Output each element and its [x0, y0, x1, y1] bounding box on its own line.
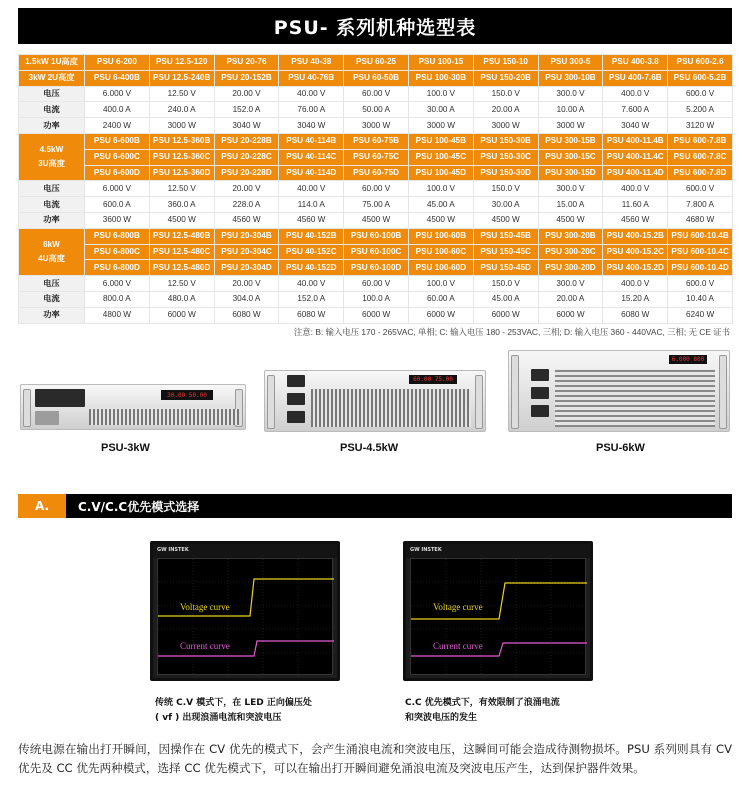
spec-value: 6.000 V — [85, 86, 150, 102]
spec-value: 10.00 A — [538, 102, 603, 118]
model-cell: PSU 60-100D — [344, 260, 409, 276]
voltage-curve-label: Voltage curve — [433, 602, 483, 612]
category-line: 4.5kW — [39, 145, 64, 155]
model-cell: PSU 40-114D — [279, 165, 344, 181]
model-cell: PSU 12.5-360C — [149, 149, 214, 165]
spec-value: 6000 W — [473, 307, 538, 323]
model-cell: PSU 600-7.8D — [668, 165, 733, 181]
model-cell: PSU 20-228B — [214, 133, 279, 149]
waveform-cc — [411, 559, 587, 676]
model-cell: PSU 20-304B — [214, 228, 279, 244]
spec-value: 50.00 A — [344, 102, 409, 118]
model-cell: PSU 400-15.2B — [603, 228, 668, 244]
spec-value: 7.800 A — [668, 197, 733, 213]
spec-value: 150.0 V — [473, 181, 538, 197]
spec-value: 45.00 A — [408, 197, 473, 213]
spec-value: 6.000 V — [85, 181, 150, 197]
model-cell: PSU 6-800C — [85, 244, 150, 260]
spec-value: 400.0 V — [603, 181, 668, 197]
scope-brand: GW INSTEK — [157, 547, 189, 553]
spec-row — [19, 102, 733, 118]
model-cell: PSU 20-304D — [214, 260, 279, 276]
spec-value: 12.50 V — [149, 276, 214, 292]
page-title — [18, 8, 732, 44]
model-cell: PSU 60-75C — [344, 149, 409, 165]
spec-value: 20.00 V — [214, 276, 279, 292]
spec-value: 6080 W — [279, 307, 344, 323]
spec-value: 152.0 A — [279, 291, 344, 307]
model-cell: PSU 12.5-480D — [149, 260, 214, 276]
spec-value: 60.00 A — [408, 291, 473, 307]
model-cell: PSU 400-11.4D — [603, 165, 668, 181]
spec-row — [19, 212, 733, 228]
spec-value: 4500 W — [408, 212, 473, 228]
psu-4.5kw-image: 60.00 75.00 — [264, 370, 486, 432]
model-cell: PSU 600-10.4C — [668, 244, 733, 260]
model-row — [19, 70, 733, 86]
spec-value: 45.00 A — [473, 291, 538, 307]
spec-value: 4500 W — [473, 212, 538, 228]
spec-value: 3000 W — [149, 118, 214, 134]
model-cell: PSU 40-114C — [279, 149, 344, 165]
spec-value: 4560 W — [214, 212, 279, 228]
model-cell: PSU 40-152D — [279, 260, 344, 276]
spec-value: 6.000 V — [85, 276, 150, 292]
scope-caption-cc: C.C 优先模式下，有效限制了浪涌电流 和突波电压的发生 — [405, 698, 560, 723]
model-row — [19, 55, 733, 71]
spec-value: 60.00 V — [344, 86, 409, 102]
model-cell: PSU 20-76 — [214, 55, 279, 71]
model-cell: PSU 150-10 — [473, 55, 538, 71]
spec-row — [19, 291, 733, 307]
spec-value: 3000 W — [408, 118, 473, 134]
section-title: C.V/C.C优先模式选择 — [78, 499, 200, 514]
spec-value: 15.20 A — [603, 291, 668, 307]
model-cell: PSU 12.5-480B — [149, 228, 214, 244]
spec-value: 7.600 A — [603, 102, 668, 118]
model-cell: PSU 600-7.8C — [668, 149, 733, 165]
model-cell: PSU 100-60D — [408, 260, 473, 276]
spec-value: 60.00 V — [344, 276, 409, 292]
model-cell: PSU 6-200 — [85, 55, 150, 71]
spec-value: 600.0 V — [668, 86, 733, 102]
psu-3kw-image: 30.00 50.00 — [20, 384, 246, 430]
model-cell: PSU 20-228C — [214, 149, 279, 165]
spec-value: 300.0 V — [538, 86, 603, 102]
model-cell: PSU 6-600C — [85, 149, 150, 165]
model-cell: PSU 20-152B — [214, 70, 279, 86]
model-cell: PSU 100-30B — [408, 70, 473, 86]
category-cell: 1.5kW 1U高度 — [19, 55, 85, 71]
spec-value: 20.00 V — [214, 181, 279, 197]
model-cell: PSU 12.5-120 — [149, 55, 214, 71]
spec-value: 60.00 V — [344, 181, 409, 197]
model-cell: PSU 12.5-480C — [149, 244, 214, 260]
model-cell: PSU 600-7.8B — [668, 133, 733, 149]
model-cell: PSU 40-76B — [279, 70, 344, 86]
model-cell: PSU 150-30B — [473, 133, 538, 149]
spec-label: 功率 — [19, 307, 85, 323]
spec-value: 400.0 A — [85, 102, 150, 118]
spec-value: 12.50 V — [149, 86, 214, 102]
model-cell: PSU 100-60B — [408, 228, 473, 244]
spec-row — [19, 307, 733, 323]
spec-value: 300.0 V — [538, 181, 603, 197]
model-cell: PSU 150-30C — [473, 149, 538, 165]
spec-value: 3040 W — [279, 118, 344, 134]
model-row — [19, 260, 733, 276]
spec-value: 6000 W — [408, 307, 473, 323]
spec-value: 360.0 A — [149, 197, 214, 213]
model-cell: PSU 6-800B — [85, 228, 150, 244]
spec-value: 30.00 A — [408, 102, 473, 118]
current-curve-label: Current curve — [180, 641, 230, 651]
model-cell: PSU 40-152C — [279, 244, 344, 260]
spec-row — [19, 118, 733, 134]
spec-value: 304.0 A — [214, 291, 279, 307]
spec-value: 400.0 V — [603, 276, 668, 292]
spec-value: 6000 W — [149, 307, 214, 323]
spec-value: 100.0 V — [408, 276, 473, 292]
product-label-4.5kw: PSU-4.5kW — [340, 442, 399, 454]
spec-value: 600.0 A — [85, 197, 150, 213]
spec-value: 4500 W — [149, 212, 214, 228]
spec-label: 电压 — [19, 276, 85, 292]
spec-label: 电流 — [19, 197, 85, 213]
model-cell: PSU 40-38 — [279, 55, 344, 71]
table-note: 注意: B: 输入电压 170 - 265VAC, 单相; C: 输入电压 180 - 253VAC, 三相; D: 输入电压 360 - 440VAC, 三相; 无 CE 证书 — [293, 327, 730, 337]
model-cell: PSU 6-400B — [85, 70, 150, 86]
model-cell: PSU 6-600D — [85, 165, 150, 181]
model-cell: PSU 100-45B — [408, 133, 473, 149]
spec-value: 76.00 A — [279, 102, 344, 118]
model-cell: PSU 300-20C — [538, 244, 603, 260]
spec-value: 400.0 V — [603, 86, 668, 102]
spec-value: 6000 W — [344, 307, 409, 323]
spec-value: 480.0 A — [149, 291, 214, 307]
model-cell: PSU 600-10.4B — [668, 228, 733, 244]
spec-value: 300.0 V — [538, 276, 603, 292]
model-cell: PSU 400-11.4B — [603, 133, 668, 149]
spec-value: 4500 W — [344, 212, 409, 228]
model-cell: PSU 6-600B — [85, 133, 150, 149]
model-cell: PSU 20-228D — [214, 165, 279, 181]
model-cell: PSU 100-60C — [408, 244, 473, 260]
model-cell: PSU 300-15C — [538, 149, 603, 165]
model-cell: PSU 6-800D — [85, 260, 150, 276]
model-cell: PSU 12.5-360B — [149, 133, 214, 149]
spec-value: 3040 W — [603, 118, 668, 134]
model-cell: PSU 12.5-360D — [149, 165, 214, 181]
model-cell: PSU 60-50B — [344, 70, 409, 86]
spec-value: 4800 W — [85, 307, 150, 323]
spec-value: 11.60 A — [603, 197, 668, 213]
spec-value: 15.00 A — [538, 197, 603, 213]
spec-value: 20.00 V — [214, 86, 279, 102]
model-row — [19, 149, 733, 165]
spec-value: 100.0 V — [408, 181, 473, 197]
model-cell: PSU 300-15D — [538, 165, 603, 181]
model-cell: PSU 12.5-240B — [149, 70, 214, 86]
model-cell: PSU 100-45D — [408, 165, 473, 181]
model-row — [19, 228, 733, 244]
model-cell: PSU 40-152B — [279, 228, 344, 244]
page-title-text: PSU- 系列机种选型表 — [273, 16, 477, 39]
spec-value: 152.0 A — [214, 102, 279, 118]
spec-value: 40.00 V — [279, 276, 344, 292]
scope-caption-cv: 传统 C.V 模式下，在 LED 正向偏压处 ( vf ) 出现浪涌电流和突波电压 — [155, 698, 312, 723]
spec-value: 3000 W — [538, 118, 603, 134]
model-cell: PSU 600-2.6 — [668, 55, 733, 71]
model-cell: PSU 40-114B — [279, 133, 344, 149]
spec-value: 20.00 A — [473, 102, 538, 118]
oscilloscope-cc-image — [403, 541, 593, 681]
spec-value: 12.50 V — [149, 181, 214, 197]
model-cell: PSU 150-45B — [473, 228, 538, 244]
spec-value: 6080 W — [214, 307, 279, 323]
description-paragraph: 传统电源在输出打开瞬间，因操作在 CV 优先的模式下，会产生涌浪电流和突波电压，这瞬间可能会造成待测物损坏。PSU 系列则具有 CV 优先及 CC 优先两种模式，选择 CC 优先模式下，可以在输出打开瞬间避免涌浪电流及突波电压产生，达到保护器件效果。 — [18, 742, 732, 775]
scope-brand: GW INSTEK — [410, 547, 442, 553]
section-letter: A. — [18, 494, 66, 518]
model-cell: PSU 300-15B — [538, 133, 603, 149]
spec-value: 100.0 V — [408, 86, 473, 102]
spec-value: 40.00 V — [279, 181, 344, 197]
spec-value: 6080 W — [603, 307, 668, 323]
category-cell — [19, 228, 85, 275]
spec-value: 114.0 A — [279, 197, 344, 213]
model-selection-table — [18, 54, 733, 324]
model-cell: PSU 300-20B — [538, 228, 603, 244]
spec-value: 10.40 A — [668, 291, 733, 307]
spec-label: 电流 — [19, 291, 85, 307]
model-cell: PSU 600-10.4D — [668, 260, 733, 276]
spec-value: 4500 W — [538, 212, 603, 228]
spec-value: 100.0 A — [344, 291, 409, 307]
waveform-cv — [158, 559, 334, 676]
model-cell: PSU 60-100B — [344, 228, 409, 244]
model-cell: PSU 60-75D — [344, 165, 409, 181]
spec-value: 3120 W — [668, 118, 733, 134]
spec-value: 2400 W — [85, 118, 150, 134]
model-cell: PSU 300-5 — [538, 55, 603, 71]
spec-label: 电压 — [19, 86, 85, 102]
spec-label: 电压 — [19, 181, 85, 197]
psu-6kw-image: 6.000 800 — [508, 350, 730, 432]
product-label-3kw: PSU-3kW — [101, 442, 150, 454]
oscilloscope-cv-image — [150, 541, 340, 681]
voltage-curve-label: Voltage curve — [180, 602, 230, 612]
spec-value: 3600 W — [85, 212, 150, 228]
spec-label: 功率 — [19, 118, 85, 134]
spec-row — [19, 197, 733, 213]
category-line: 4U高度 — [38, 253, 65, 263]
spec-label: 电流 — [19, 102, 85, 118]
model-cell: PSU 300-10B — [538, 70, 603, 86]
model-cell: PSU 300-20D — [538, 260, 603, 276]
spec-value: 3000 W — [344, 118, 409, 134]
spec-value: 75.00 A — [344, 197, 409, 213]
spec-value: 4560 W — [603, 212, 668, 228]
spec-value: 4560 W — [279, 212, 344, 228]
spec-label: 功率 — [19, 212, 85, 228]
model-cell: PSU 150-45C — [473, 244, 538, 260]
model-row — [19, 133, 733, 149]
section-header — [18, 494, 732, 518]
spec-value: 6000 W — [538, 307, 603, 323]
spec-value: 40.00 V — [279, 86, 344, 102]
model-cell: PSU 60-75B — [344, 133, 409, 149]
spec-value: 600.0 V — [668, 181, 733, 197]
spec-value: 228.0 A — [214, 197, 279, 213]
model-cell: PSU 20-304C — [214, 244, 279, 260]
model-cell: PSU 400-3.8 — [603, 55, 668, 71]
spec-value: 4680 W — [668, 212, 733, 228]
model-cell: PSU 400-7.6B — [603, 70, 668, 86]
model-cell: PSU 400-15.2D — [603, 260, 668, 276]
spec-value: 30.00 A — [473, 197, 538, 213]
spec-row — [19, 86, 733, 102]
product-label-6kw: PSU-6kW — [596, 442, 645, 454]
category-line: 3U高度 — [38, 159, 65, 169]
model-cell: PSU 150-20B — [473, 70, 538, 86]
spec-value: 3000 W — [473, 118, 538, 134]
model-cell: PSU 150-45D — [473, 260, 538, 276]
spec-value: 150.0 V — [473, 86, 538, 102]
category-cell — [19, 133, 85, 180]
spec-value: 6240 W — [668, 307, 733, 323]
current-curve-label: Current curve — [433, 641, 483, 651]
model-cell: PSU 400-15.2C — [603, 244, 668, 260]
category-cell: 3kW 2U高度 — [19, 70, 85, 86]
spec-value: 240.0 A — [149, 102, 214, 118]
model-cell: PSU 60-25 — [344, 55, 409, 71]
model-cell: PSU 60-100C — [344, 244, 409, 260]
model-cell: PSU 400-11.4C — [603, 149, 668, 165]
spec-value: 5.200 A — [668, 102, 733, 118]
spec-row — [19, 181, 733, 197]
spec-row — [19, 276, 733, 292]
model-cell: PSU 100-45C — [408, 149, 473, 165]
model-row — [19, 244, 733, 260]
model-cell: PSU 100-15 — [408, 55, 473, 71]
spec-value: 800.0 A — [85, 291, 150, 307]
model-cell: PSU 150-30D — [473, 165, 538, 181]
spec-value: 3040 W — [214, 118, 279, 134]
spec-value: 20.00 A — [538, 291, 603, 307]
category-line: 6kW — [43, 239, 60, 249]
spec-value: 600.0 V — [668, 276, 733, 292]
model-cell: PSU 600-5.2B — [668, 70, 733, 86]
spec-value: 150.0 V — [473, 276, 538, 292]
model-row — [19, 165, 733, 181]
